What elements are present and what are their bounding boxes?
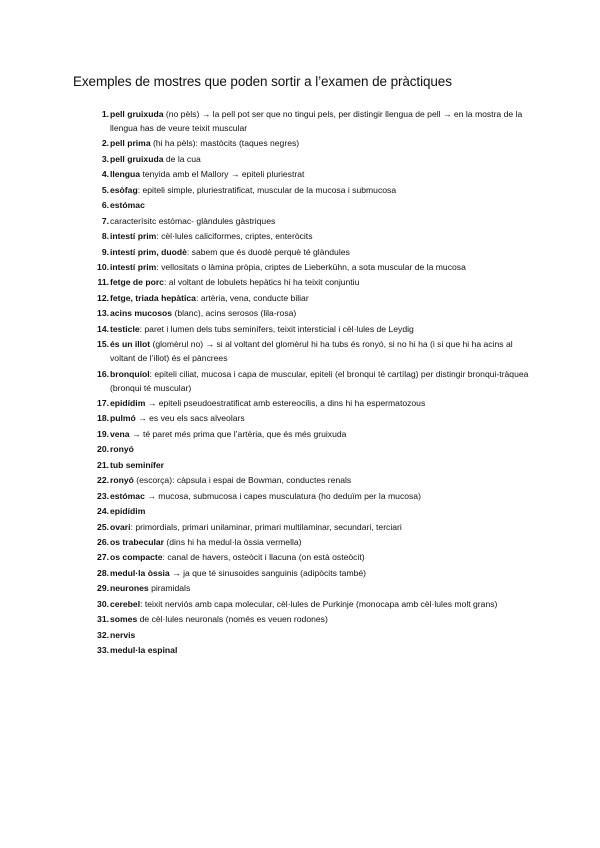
item-term: somes: [110, 614, 138, 625]
item-text: [109, 396, 530, 410]
item-description: : sabem que és duodè perquè té glàndules: [186, 246, 350, 257]
item-term: estómac: [110, 200, 145, 211]
item-number: 20.: [97, 444, 109, 455]
list-item: [80, 183, 530, 197]
item-number: 21.: [97, 459, 109, 470]
item-number: 13.: [97, 308, 109, 319]
item-term: os compacte: [110, 552, 163, 563]
item-number: 6.: [101, 200, 109, 211]
item-text: [109, 167, 530, 181]
item-description: (blanc), acins serosos (lila-rosa): [172, 308, 297, 319]
list-item: [80, 396, 530, 410]
item-text: [109, 291, 530, 305]
list-item: [80, 566, 530, 580]
list-item: [80, 535, 530, 549]
item-description: (hi ha pèls): mastòcits (taques negres): [150, 138, 300, 149]
item-term: esòfag: [110, 184, 138, 195]
item-term: ovari: [110, 521, 131, 532]
item-text: [109, 107, 530, 135]
item-text: [109, 260, 530, 274]
item-term: fetge de porc: [110, 277, 164, 288]
item-text: [109, 550, 530, 564]
item-term: cerebel: [110, 598, 141, 609]
item-text: [109, 229, 530, 243]
item-number: 25.: [97, 521, 109, 532]
item-number: 17.: [97, 398, 109, 408]
item-number: 29.: [97, 583, 109, 594]
item-text: [109, 183, 530, 197]
item-number: 23.: [97, 490, 109, 501]
item-description: (glomèrul no) → si al voltant del glomèrul hi ha tubs és ronyó, si no hi ha (i si que hi ha acins al voltant de l’illot) és el pàncrees: [110, 339, 513, 364]
item-text: [109, 198, 530, 212]
item-text: [109, 489, 530, 503]
item-term: bronquíol: [110, 368, 150, 379]
item-term: ronyó: [110, 475, 134, 486]
list-item: [80, 152, 530, 166]
item-text: [109, 458, 530, 472]
item-description: : paret i lumen dels tubs seminífers, teixit intersticial i cèl·lules de Leydig: [139, 323, 414, 334]
item-number: 8.: [101, 231, 109, 242]
item-text: [109, 535, 530, 549]
item-number: 24.: [97, 506, 109, 517]
item-term: epidídim: [110, 398, 146, 408]
item-number: 32.: [97, 629, 109, 640]
list-item: [80, 411, 530, 425]
item-description: → ja que té sinusoides sanguinis (adipòcits també): [169, 567, 367, 578]
item-description: : primordials, primari unilaminar, primari multilaminar, secundari, terciari: [130, 521, 402, 532]
item-term: neurones: [110, 583, 149, 594]
item-description: → es veu els sacs alveolars: [135, 413, 245, 424]
item-term: pell gruixuda: [110, 109, 164, 119]
item-number: 14.: [97, 323, 109, 334]
item-text: [109, 306, 530, 320]
item-text: [109, 643, 530, 657]
item-term: vena: [110, 428, 130, 439]
item-number: 12.: [97, 292, 109, 303]
list-item: [80, 337, 530, 365]
sample-list: [80, 107, 530, 658]
item-number: 27.: [97, 552, 109, 563]
item-text: [109, 504, 530, 518]
list-item: [80, 581, 530, 595]
item-number: 19.: [97, 428, 109, 439]
item-text: [109, 473, 530, 487]
item-number: 30.: [97, 598, 109, 609]
item-description: → epiteli pseudoestratificat amb estereocilis, a dins hi ha espermatozous: [145, 398, 426, 408]
item-description: : al voltant de lobulets hepàtics hi ha teixit conjuntiu: [163, 277, 360, 288]
list-item: [80, 367, 530, 395]
item-text: [109, 367, 530, 395]
item-number: 28.: [97, 567, 109, 578]
item-term: tub seminífer: [110, 459, 164, 470]
item-description: (escorça): càpsula i espai de Bowman, conductes renals: [133, 475, 352, 486]
item-term: testicle: [110, 323, 140, 334]
item-description: : artèria, vena, conducte biliar: [195, 292, 309, 303]
list-item: [80, 275, 530, 289]
item-number: 5.: [101, 184, 109, 195]
item-description: : vellositats o làmina pròpia, criptes de Lieberkühn, a sota muscular de la mucosa: [156, 261, 466, 272]
item-description: piramidals: [148, 583, 191, 594]
item-description: → té paret més prima que l’artèria, que és més gruixuda: [129, 428, 347, 439]
item-description: tenyida amb el Mallory → epiteli pluriestrat: [140, 169, 305, 180]
list-item: [80, 260, 530, 274]
list-item: [80, 504, 530, 518]
list-item: [80, 229, 530, 243]
item-description: : cèl·lules caliciformes, criptes, enteròcits: [156, 231, 313, 242]
item-number: 22.: [97, 475, 109, 486]
item-term: os trabecular: [110, 536, 164, 547]
item-description: de la cua: [163, 153, 201, 164]
item-term: pell gruixuda: [110, 153, 164, 164]
item-text: [109, 442, 530, 456]
item-number: 3.: [101, 153, 109, 164]
item-number: 16.: [97, 368, 109, 379]
item-number: 18.: [97, 413, 109, 424]
item-number: 7.: [101, 215, 109, 226]
item-term: acins mucosos: [110, 308, 173, 319]
item-text: [109, 427, 530, 441]
item-text: [109, 337, 530, 365]
item-term: pulmó: [110, 413, 136, 424]
item-description: de cèl·lules neuronals (només es veuen rodones): [137, 614, 328, 625]
item-text: [109, 566, 530, 580]
page-title: Exemples de mostres que poden sortir a l’examen de pràctiques: [73, 74, 452, 89]
item-term: medul·la òssia: [110, 567, 170, 578]
item-text: [109, 597, 530, 611]
item-text: [109, 628, 530, 642]
list-item: [80, 107, 530, 135]
item-number: 11.: [97, 277, 109, 288]
item-text: [109, 275, 530, 289]
item-term: pell prima: [110, 138, 151, 149]
list-item: [80, 550, 530, 564]
item-text: [109, 520, 530, 534]
item-term: llengua: [110, 169, 141, 180]
list-item: [80, 473, 530, 487]
item-term: ronyó: [110, 444, 134, 455]
list-item: [80, 458, 530, 472]
item-text: [109, 322, 530, 336]
item-description: : epiteli ciliat, mucosa i capa de muscular, epiteli (el bronqui té cartílag) per distingir bronqui-tràquea (bronqui té muscular): [110, 368, 529, 393]
item-description: (dins hi ha medul·la òssia vermella): [163, 536, 302, 547]
item-term: estómac: [110, 490, 145, 501]
item-text: [109, 136, 530, 150]
item-term: intestí prim, duodè: [110, 246, 187, 257]
item-number: 4.: [101, 169, 109, 180]
list-item: [80, 167, 530, 181]
item-term: és un illot: [110, 339, 151, 350]
item-description: (no pèls) → la pell pot ser que no tingui pels, per distingir llengua de pell → en la mostra de la llengua has de veure teixit muscular: [110, 109, 523, 133]
item-number: 2.: [101, 138, 109, 149]
item-term: medul·la espinal: [110, 645, 178, 655]
item-text: [109, 612, 530, 626]
item-number: 15.: [97, 339, 109, 350]
item-number: 1.: [101, 109, 109, 119]
item-description: : canal de havers, osteòcit i llacuna (on està osteòcit): [162, 552, 365, 563]
list-item: [80, 597, 530, 611]
list-item: [80, 245, 530, 259]
item-term: nervis: [110, 629, 136, 640]
item-text: [109, 581, 530, 595]
item-text: [109, 214, 530, 228]
item-description: : epiteli simple, pluriestratificat, muscular de la mucosa i submucosa: [137, 184, 397, 195]
item-text: [109, 411, 530, 425]
list-item: [80, 322, 530, 336]
list-item: [80, 520, 530, 534]
item-term: epidídim: [110, 506, 146, 517]
list-item: [80, 628, 530, 642]
item-text: [109, 152, 530, 166]
list-item: [80, 489, 530, 503]
list-item: [80, 136, 530, 150]
item-number: 10.: [97, 261, 109, 272]
list-item: [80, 612, 530, 626]
item-description: caracterísitc estómac- glàndules gàstriques: [110, 215, 276, 226]
list-item: [80, 442, 530, 456]
item-number: 33.: [97, 645, 109, 655]
list-item: [80, 198, 530, 212]
list-item: [80, 214, 530, 228]
item-description: → mucosa, submucosa i capes musculatura (ho deduïm per la mucosa): [144, 490, 421, 501]
item-number: 26.: [97, 536, 109, 547]
item-term: intestí prim: [110, 231, 157, 242]
item-term: fetge, triada hepàtica: [110, 292, 196, 303]
list-item: [80, 306, 530, 320]
item-term: intestí prim: [110, 261, 157, 272]
list-item: [80, 427, 530, 441]
item-text: [109, 245, 530, 259]
item-number: 31.: [97, 614, 109, 625]
list-item: [80, 643, 530, 657]
list-item: [80, 291, 530, 305]
item-description: : teixit nerviós amb capa molecular, cèl·lules de Purkinje (monocapa amb cèl·lules molt grans): [140, 598, 498, 609]
item-number: 9.: [101, 246, 109, 257]
